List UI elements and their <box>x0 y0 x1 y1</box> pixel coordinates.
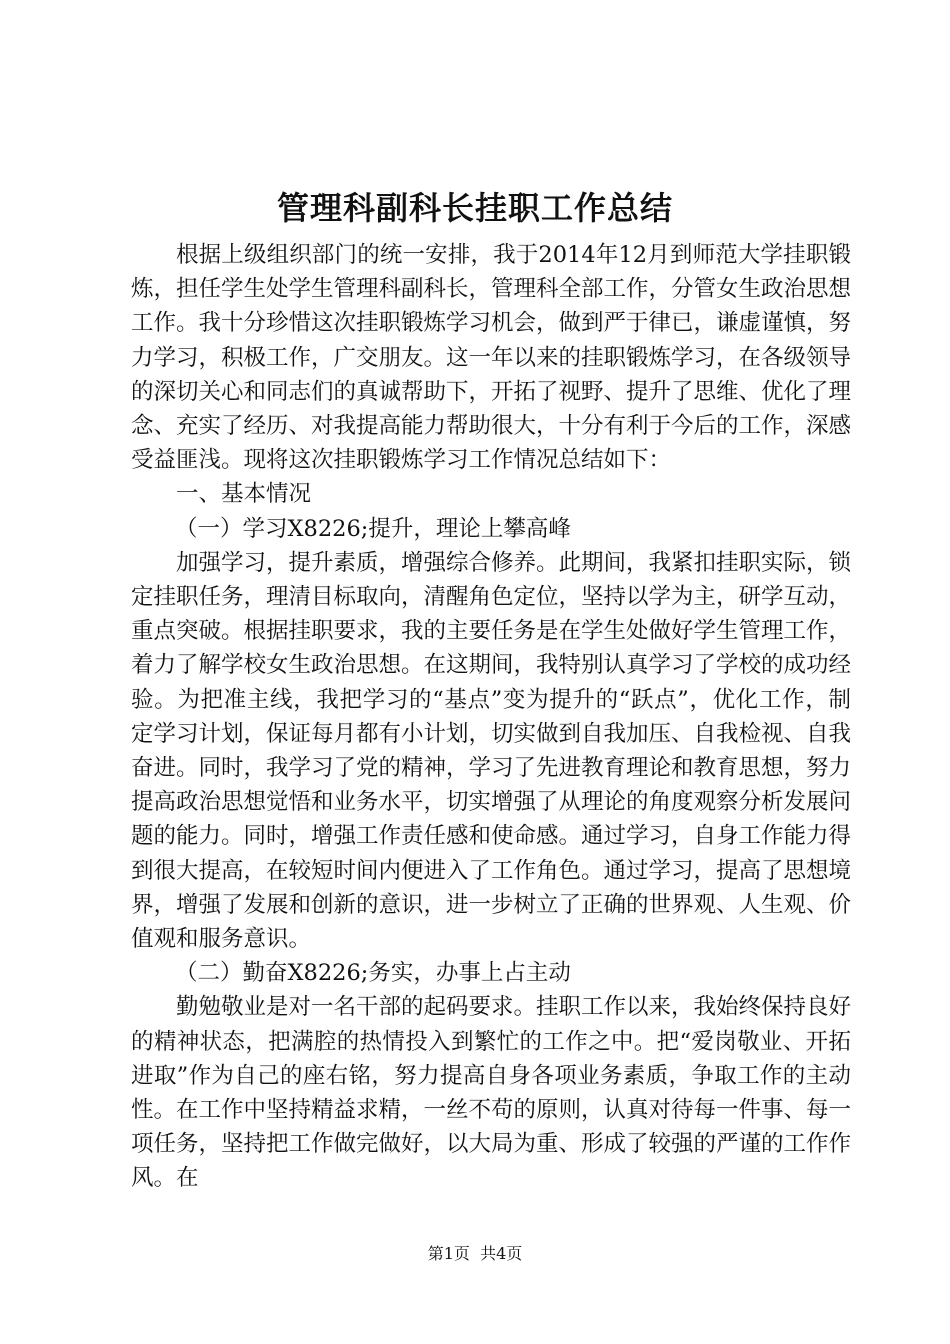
diligence-paragraph: 勤勉敬业是对一名干部的起码要求。挂职工作以来，我始终保持良好的精神状态，把满腔的热情投入到繁忙的工作之中。把“爱岗敬业、开拓进取”作为自己的座右铭，努力提高自身各项业务素质，争取工作的主动性。在工作中坚持精益求精，一丝不苟的原则，认真对待每一件事、每一项任务，坚持把工作做完做好，以大局为重、形成了较强的严谨的工作作风。在 <box>131 994 852 1192</box>
page-number: 第1页 共4页 <box>427 1244 523 1263</box>
subsection-heading-diligence: （二）勤奋X8226;务实，办事上占主动 <box>175 960 571 987</box>
document-title: 管理科副科长挂职工作总结 <box>276 189 673 227</box>
section-heading-basic: 一、基本情况 <box>176 481 312 508</box>
study-paragraph: 加强学习，提升素质，增强综合修养。此期间，我紧扣挂职实际，锁定挂职任务，理清目标取向，清醒角色定位，坚持以学为主，研学互动，重点突破。根据挂职要求，我的主要任务是在学生处做好学生管理工作，着力了解学校女生政治思想。在这期间，我特别认真学习了学校的成功经验。为把准主线，我把学习的“基点”变为提升的“跃点”，优化工作，制定学习计划，保证每月都有小计划，切实做到自我加压、自我检视、自我奋进。同时，我学习了党的精神，学习了先进教育理论和教育思想，努力提高政治思想觉悟和业务水平，切实增强了从理论的角度观察分析发展问题的能力。同时，增强工作责任感和使命感。通过学习，自身工作能力得到很大提高，在较短时间内便进入了工作角色。通过学习，提高了思想境界，增强了发展和创新的意识，进一步树立了正确的世界观、人生观、价值观和服务意识。 <box>131 549 852 953</box>
subsection-heading-study: （一）学习X8226;提升，理论上攀高峰 <box>175 515 571 542</box>
intro-paragraph: 根据上级组织部门的统一安排，我于2014年12月到师范大学挂职锻炼，担任学生处学生管理科副科长，管理科全部工作，分管女生政治思想工作。我十分珍惜这次挂职锻炼学习机会，做到严于律已，谦虚谨慎，努力学习，积极工作，广交朋友。这一年以来的挂职锻炼学习，在各级领导的深切关心和同志们的真诚帮助下，开拓了视野、提升了思维、优化了理念、充实了经历、对我提高能力帮助很大，十分有利于今后的工作，深感受益匪浅。现将这次挂职锻炼学习工作情况总结如下： <box>131 242 852 474</box>
page-footer <box>0 1243 950 1265</box>
document-body <box>131 238 851 1196</box>
